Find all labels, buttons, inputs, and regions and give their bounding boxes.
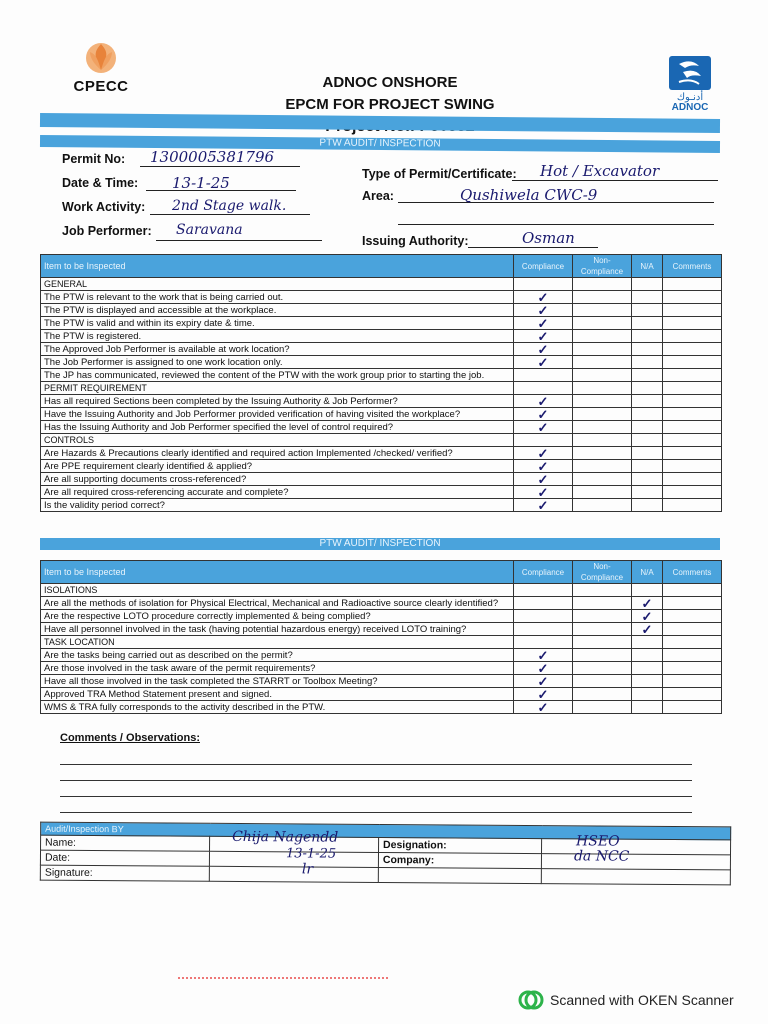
na-cell[interactable]	[632, 330, 663, 343]
comments-cell[interactable]	[663, 330, 722, 343]
section-title: GENERAL	[41, 278, 514, 291]
na-cell[interactable]	[632, 649, 663, 662]
red-mark	[178, 977, 388, 982]
inspection-table-2	[40, 560, 722, 714]
column-header-non-compliance: Non-Compliance	[573, 255, 632, 278]
comments-cell[interactable]	[663, 460, 722, 473]
compliance-cell[interactable]	[514, 610, 573, 623]
table-row	[41, 369, 722, 382]
compliance-cell[interactable]: ✓	[514, 499, 573, 512]
table-row	[41, 343, 722, 356]
cpecc-flame-icon	[82, 38, 120, 76]
question-text: The PTW is displayed and accessible at the workplace.	[41, 304, 514, 317]
non-compliance-cell[interactable]	[573, 688, 632, 701]
na-cell[interactable]	[632, 395, 663, 408]
na-cell[interactable]	[632, 434, 663, 447]
na-cell[interactable]	[632, 499, 663, 512]
header-blue-bar	[40, 113, 720, 133]
column-header-comments: Comments	[663, 561, 722, 584]
na-cell[interactable]	[632, 701, 663, 714]
non-compliance-cell[interactable]	[573, 395, 632, 408]
designation-label: Designation:	[379, 837, 542, 853]
area-label: Area:	[362, 189, 394, 203]
designation-cell	[542, 833, 731, 855]
compliance-cell[interactable]	[514, 369, 573, 382]
comment-line	[60, 796, 692, 797]
na-cell[interactable]	[632, 278, 663, 291]
ptw-audit-bar: PTW AUDIT/ INSPECTION	[40, 135, 720, 153]
non-compliance-cell[interactable]	[573, 675, 632, 688]
scanner-text: Scanned with OKEN Scanner	[550, 992, 734, 1008]
adnoc-emblem-icon	[669, 56, 711, 90]
section-row	[41, 434, 722, 447]
comments-cell[interactable]	[663, 343, 722, 356]
comments-cell[interactable]	[663, 499, 722, 512]
compliance-cell[interactable]	[514, 434, 573, 447]
job-performer-value: Saravana	[176, 222, 243, 238]
table-row	[41, 421, 722, 434]
non-compliance-cell[interactable]	[573, 701, 632, 714]
non-compliance-cell[interactable]	[573, 623, 632, 636]
question-text: Are the tasks being carried out as described on the permit?	[41, 649, 514, 662]
designation-value: HSEO	[576, 833, 620, 850]
work-activity-value: 2nd Stage walk.	[172, 198, 287, 214]
compliance-cell[interactable]: ✓	[514, 460, 573, 473]
issuing-authority-line	[468, 247, 598, 248]
na-cell[interactable]	[632, 317, 663, 330]
section-row	[41, 382, 722, 395]
comments-cell[interactable]	[663, 597, 722, 610]
compliance-cell[interactable]: ✓	[514, 447, 573, 460]
title-line-2: EPCM FOR PROJECT SWING	[285, 96, 495, 113]
question-text: The JP has communicated, reviewed the content of the PTW with the work group prior to starting the job.	[41, 369, 514, 382]
work-activity-line	[150, 214, 310, 215]
question-text: The Job Performer is assigned to one work location only.	[41, 356, 514, 369]
empty-cell	[541, 869, 730, 885]
empty-cell	[378, 867, 541, 883]
non-compliance-cell[interactable]	[573, 343, 632, 356]
column-header-na: N/A	[632, 255, 663, 278]
compliance-cell[interactable]: ✓	[514, 649, 573, 662]
table-row	[41, 649, 722, 662]
non-compliance-cell[interactable]	[573, 610, 632, 623]
table-header-row	[41, 561, 722, 584]
signature-cell	[209, 861, 378, 882]
na-cell[interactable]	[632, 584, 663, 597]
compliance-cell[interactable]: ✓	[514, 317, 573, 330]
comments-cell[interactable]	[663, 408, 722, 421]
non-compliance-cell[interactable]	[573, 486, 632, 499]
table-row	[41, 688, 722, 701]
ptw-audit-bar-2: PTW AUDIT/ INSPECTION	[40, 538, 720, 550]
na-cell[interactable]	[632, 460, 663, 473]
question-text: Have all those involved in the task completed the STARRT or Toolbox Meeting?	[41, 675, 514, 688]
comments-cell[interactable]	[663, 382, 722, 395]
non-compliance-cell[interactable]	[573, 597, 632, 610]
table-row	[41, 408, 722, 421]
question-text: Are those involved in the task aware of the permit requirements?	[41, 662, 514, 675]
comments-cell[interactable]	[663, 447, 722, 460]
question-text: The PTW is relevant to the work that is being carried out.	[41, 291, 514, 304]
column-header-item: Item to be Inspected	[41, 255, 514, 278]
non-compliance-cell[interactable]	[573, 499, 632, 512]
non-compliance-cell[interactable]	[573, 278, 632, 291]
comments-label: Comments / Observations:	[60, 732, 200, 744]
na-cell[interactable]	[632, 356, 663, 369]
non-compliance-cell[interactable]	[573, 584, 632, 597]
question-text: Are PPE requirement clearly identified & applied?	[41, 460, 514, 473]
column-header-comments: Comments	[663, 255, 722, 278]
compliance-cell[interactable]: ✓	[514, 688, 573, 701]
table-row	[41, 662, 722, 675]
column-header-compliance: Compliance	[514, 255, 573, 278]
adnoc-logo	[664, 56, 716, 113]
compliance-cell[interactable]: ✓	[514, 675, 573, 688]
date-time-label: Date & Time:	[62, 176, 139, 190]
date-time-value: 13-1-25	[172, 174, 230, 192]
na-cell[interactable]	[632, 291, 663, 304]
permit-type-line	[512, 180, 718, 181]
compliance-cell[interactable]: ✓	[514, 701, 573, 714]
permit-no-value: 1300005381796	[150, 148, 275, 166]
name-label: Name:	[41, 835, 210, 851]
non-compliance-cell[interactable]	[573, 408, 632, 421]
company-label: Company:	[378, 852, 541, 868]
section-title: CONTROLS	[41, 434, 514, 447]
na-cell[interactable]	[632, 447, 663, 460]
comments-cell[interactable]	[663, 291, 722, 304]
compliance-cell[interactable]: ✓	[514, 343, 573, 356]
permit-type-value: Hot / Excavator	[540, 162, 660, 180]
table-header-row	[41, 255, 722, 278]
adnoc-logo-text: ADNOC	[671, 102, 709, 113]
comments-cell[interactable]	[663, 486, 722, 499]
table-row	[41, 447, 722, 460]
question-text: Are the respective LOTO procedure correctly implemented & being complied?	[41, 610, 514, 623]
non-compliance-cell[interactable]	[573, 636, 632, 649]
non-compliance-cell[interactable]	[573, 369, 632, 382]
na-cell[interactable]	[632, 636, 663, 649]
permit-no-label: Permit No:	[62, 152, 126, 166]
table-row	[41, 356, 722, 369]
non-compliance-cell[interactable]	[573, 317, 632, 330]
non-compliance-cell[interactable]	[573, 434, 632, 447]
permit-type-label: Type of Permit/Certificate:	[362, 167, 517, 181]
comments-cell[interactable]	[663, 304, 722, 317]
comments-cell[interactable]	[663, 434, 722, 447]
table-row	[41, 610, 722, 623]
non-compliance-cell[interactable]	[573, 662, 632, 675]
question-text: Has all required Sections been completed by the Issuing Authority & Job Performer?	[41, 395, 514, 408]
signature-value: lr	[301, 861, 314, 878]
adnoc-arabic-text: أدنـوك	[676, 92, 704, 103]
question-text: Are Hazards & Precautions clearly identified and required action Implemented /checked/ verified?	[41, 447, 514, 460]
column-header-compliance: Compliance	[514, 561, 573, 584]
area-value: Qushiwela CWC-9	[460, 186, 598, 204]
question-text: Have the Issuing Authority and Job Performer provided verification of having visited the workplace?	[41, 408, 514, 421]
compliance-cell[interactable]: ✓	[514, 395, 573, 408]
na-cell[interactable]	[632, 486, 663, 499]
section-title: ISOLATIONS	[41, 584, 514, 597]
area-line-2	[398, 224, 714, 225]
comments-cell[interactable]	[663, 584, 722, 597]
na-cell[interactable]	[632, 662, 663, 675]
issuing-authority-value: Osman	[522, 229, 575, 247]
comments-cell[interactable]	[663, 675, 722, 688]
comments-cell[interactable]	[663, 636, 722, 649]
question-text: Have all personnel involved in the task (having potential hazardous energy) received LOTO training?	[41, 623, 514, 636]
audit-header: Audit/Inspection BY	[41, 822, 731, 840]
signature-label: Signature:	[40, 865, 209, 881]
comment-line	[60, 812, 692, 813]
question-text: Are all supporting documents cross-referenced?	[41, 473, 514, 486]
date-value: 13-1-25	[285, 846, 337, 862]
non-compliance-cell[interactable]	[573, 291, 632, 304]
question-text: The PTW is registered.	[41, 330, 514, 343]
comments-cell[interactable]	[663, 623, 722, 636]
question-text: The Approved Job Performer is available at work location?	[41, 343, 514, 356]
compliance-cell[interactable]	[514, 623, 573, 636]
non-compliance-cell[interactable]	[573, 330, 632, 343]
compliance-cell[interactable]	[514, 597, 573, 610]
non-compliance-cell[interactable]	[573, 460, 632, 473]
job-performer-label: Job Performer:	[62, 224, 152, 238]
scanner-watermark	[518, 990, 734, 1010]
na-cell[interactable]	[632, 343, 663, 356]
section-title: TASK LOCATION	[41, 636, 514, 649]
question-text: Are all the methods of isolation for Physical Electrical, Mechanical and Radioactive source clearly identified?	[41, 597, 514, 610]
table-row	[41, 623, 722, 636]
compliance-cell[interactable]: ✓	[514, 408, 573, 421]
company-cell	[541, 848, 730, 870]
comment-line	[60, 780, 692, 781]
compliance-cell[interactable]	[514, 584, 573, 597]
na-cell[interactable]	[632, 369, 663, 382]
question-text: The PTW is valid and within its expiry date & time.	[41, 317, 514, 330]
table-row	[41, 701, 722, 714]
non-compliance-cell[interactable]	[573, 649, 632, 662]
table-row	[41, 499, 722, 512]
comments-cell[interactable]	[663, 649, 722, 662]
non-compliance-cell[interactable]	[573, 447, 632, 460]
date-label: Date:	[40, 850, 209, 866]
work-activity-label: Work Activity:	[62, 200, 146, 214]
compliance-cell[interactable]: ✓	[514, 662, 573, 675]
non-compliance-cell[interactable]	[573, 356, 632, 369]
table-row	[41, 317, 722, 330]
non-compliance-cell[interactable]	[573, 382, 632, 395]
issuing-authority-label: Issuing Authority:	[362, 234, 469, 248]
question-text: Has the Issuing Authority and Job Performer specified the level of control required?	[41, 421, 514, 434]
cpecc-logo-text: CPECC	[73, 78, 129, 95]
compliance-cell[interactable]: ✓	[514, 304, 573, 317]
column-header-item: Item to be Inspected	[41, 561, 514, 584]
comments-cell[interactable]	[663, 317, 722, 330]
compliance-cell[interactable]: ✓	[514, 421, 573, 434]
na-cell[interactable]	[632, 304, 663, 317]
comments-cell[interactable]	[663, 278, 722, 291]
na-cell[interactable]: ✓	[632, 610, 663, 623]
name-value: Chija Nagendd	[232, 828, 339, 846]
column-header-na: N/A	[632, 561, 663, 584]
compliance-cell[interactable]: ✓	[514, 356, 573, 369]
comments-cell[interactable]	[663, 369, 722, 382]
section-title: PERMIT REQUIREMENT	[41, 382, 514, 395]
comments-cell[interactable]	[663, 701, 722, 714]
comments-cell[interactable]	[663, 356, 722, 369]
scanner-logo-icon	[518, 990, 544, 1010]
compliance-cell[interactable]	[514, 636, 573, 649]
compliance-cell[interactable]	[514, 278, 573, 291]
comments-cell[interactable]	[663, 421, 722, 434]
question-text: WMS & TRA fully corresponds to the activity described in the PTW.	[41, 701, 514, 714]
audit-inspection-table	[40, 822, 731, 886]
compliance-cell[interactable]: ✓	[514, 330, 573, 343]
date-cell	[209, 846, 378, 867]
table-row	[41, 460, 722, 473]
comments-cell[interactable]	[663, 473, 722, 486]
table-row	[41, 486, 722, 499]
column-header-non-compliance: Non-Compliance	[573, 561, 632, 584]
comments-cell[interactable]	[663, 662, 722, 675]
na-cell[interactable]	[632, 382, 663, 395]
section-row	[41, 584, 722, 597]
question-text: Approved TRA Method Statement present and signed.	[41, 688, 514, 701]
non-compliance-cell[interactable]	[573, 304, 632, 317]
comments-cell[interactable]	[663, 688, 722, 701]
question-text: Is the validity period correct?	[41, 499, 514, 512]
table-row	[41, 675, 722, 688]
table-row	[41, 395, 722, 408]
na-cell[interactable]	[632, 688, 663, 701]
comments-cell[interactable]	[663, 610, 722, 623]
title-line-1: ADNOC ONSHORE	[322, 74, 458, 91]
non-compliance-cell[interactable]	[573, 421, 632, 434]
table-row	[41, 597, 722, 610]
compliance-cell[interactable]: ✓	[514, 486, 573, 499]
na-cell[interactable]: ✓	[632, 597, 663, 610]
cpecc-logo	[66, 38, 136, 95]
table-row	[41, 291, 722, 304]
permit-no-line	[140, 166, 300, 167]
compliance-cell[interactable]: ✓	[514, 291, 573, 304]
comment-line	[60, 764, 692, 765]
section-row	[41, 636, 722, 649]
compliance-cell[interactable]	[514, 382, 573, 395]
na-cell[interactable]: ✓	[632, 623, 663, 636]
compliance-cell[interactable]: ✓	[514, 473, 573, 486]
na-cell[interactable]	[632, 675, 663, 688]
job-performer-line	[156, 240, 322, 241]
table-row	[41, 304, 722, 317]
company-value: da NCC	[573, 848, 630, 865]
na-cell[interactable]	[632, 421, 663, 434]
section-row	[41, 278, 722, 291]
inspection-table-1	[40, 254, 722, 512]
question-text: Are all required cross-referencing accurate and complete?	[41, 486, 514, 499]
comments-cell[interactable]	[663, 395, 722, 408]
non-compliance-cell[interactable]	[573, 473, 632, 486]
na-cell[interactable]	[632, 473, 663, 486]
na-cell[interactable]	[632, 408, 663, 421]
table-row	[41, 330, 722, 343]
table-row	[41, 473, 722, 486]
